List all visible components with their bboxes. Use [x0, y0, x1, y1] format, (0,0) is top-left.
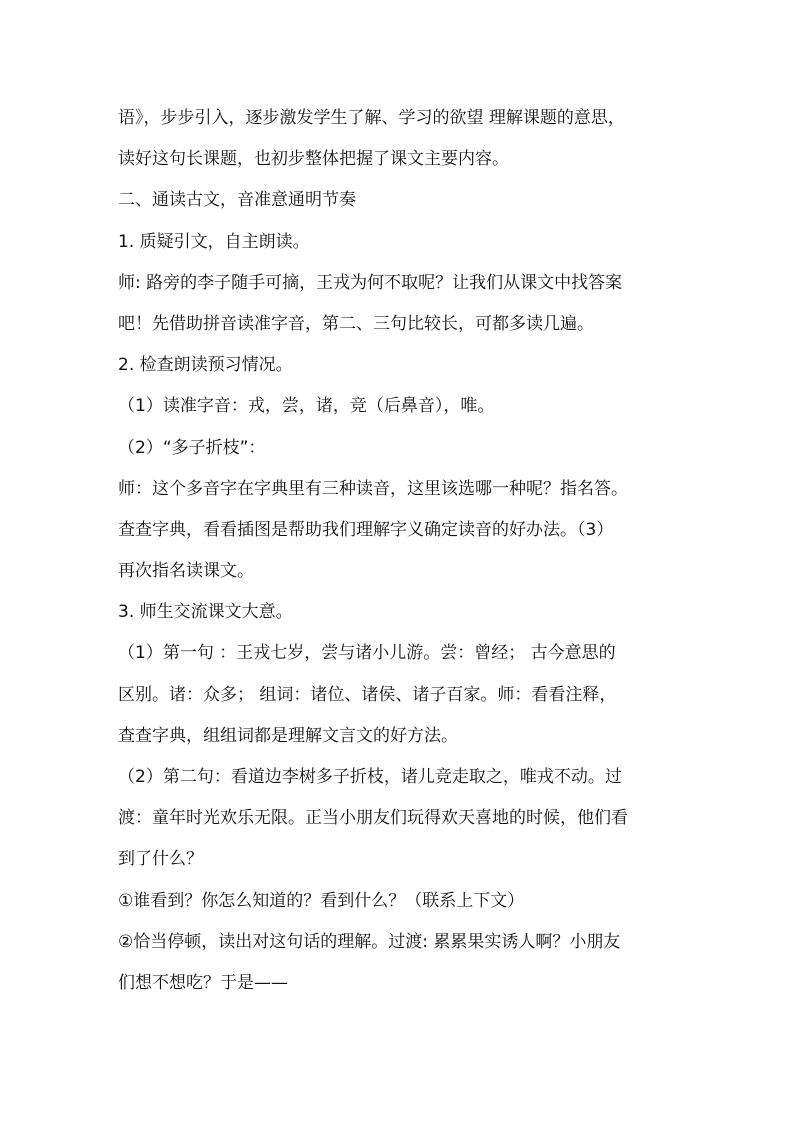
text-line: 吧！先借助拼音读准字音，第二、三句比较长，可都多读几遍。 — [118, 313, 594, 334]
text-line: 师：这个多音字在字典里有三种读音，这里该选哪一种呢？指名答。 — [118, 478, 628, 499]
document-body — [118, 98, 698, 1004]
text-line: ①谁看到？你怎么知道的？看到什么？（联系上下文） — [118, 890, 525, 911]
text-line: 语》，步步引入，逐步激发学生了解、学习的欲望 理解课题的意思， — [118, 108, 625, 128]
text-line: （1）读准字音：戎，尝，诸，竞（后鼻音），唯。 — [118, 396, 495, 417]
text-line: 渡：童年时光欢乐无限。正当小朋友们玩得欢天喜地的时候，他们看 — [118, 808, 628, 829]
text-line: 们想不想吃？于是—— — [118, 972, 288, 993]
text-line: 3. 师生交流课文大意。 — [118, 602, 293, 623]
text-line: （1）第一句 ：王戎七岁，尝与诸小儿游。尝：曾经； 古今意思的 — [118, 643, 616, 664]
section-heading: 二、通读古文，音准意通明节奏 — [118, 190, 356, 211]
text-line: 师: 路旁的李子随手可摘，王戎为何不取呢？让我们从课文中找答案 — [118, 272, 623, 293]
text-line: 1. 质疑引文，自主朗读。 — [118, 231, 310, 252]
text-line: 再次指名读课文。 — [118, 561, 254, 582]
text-line: ②恰当停顿，读出对这句话的理解。过渡: 累累果实诱人啊？小朋友 — [118, 931, 621, 952]
text-line: 读好这句长课题，也初步整体把握了课文主要内容。 — [118, 149, 509, 170]
text-line: （2）“多子折枝”： — [118, 437, 266, 458]
text-line: 区别。诸：众多； 组词：诸位、诸侯、诸子百家。师：看看注释， — [118, 684, 617, 705]
text-line: （2）第二句：看道边李树多子折枝，诸儿竞走取之，唯戎不动。过 — [118, 767, 622, 787]
text-line: 到了什么？ — [118, 849, 203, 870]
text-line: 2. 检查朗读预习情况。 — [118, 355, 293, 376]
text-line: 查查字典，组组词都是理解文言文的好方法。 — [118, 725, 458, 746]
text-line: 查查字典，看看插图是帮助我们理解字义确定读音的好办法。（3） — [118, 519, 614, 540]
